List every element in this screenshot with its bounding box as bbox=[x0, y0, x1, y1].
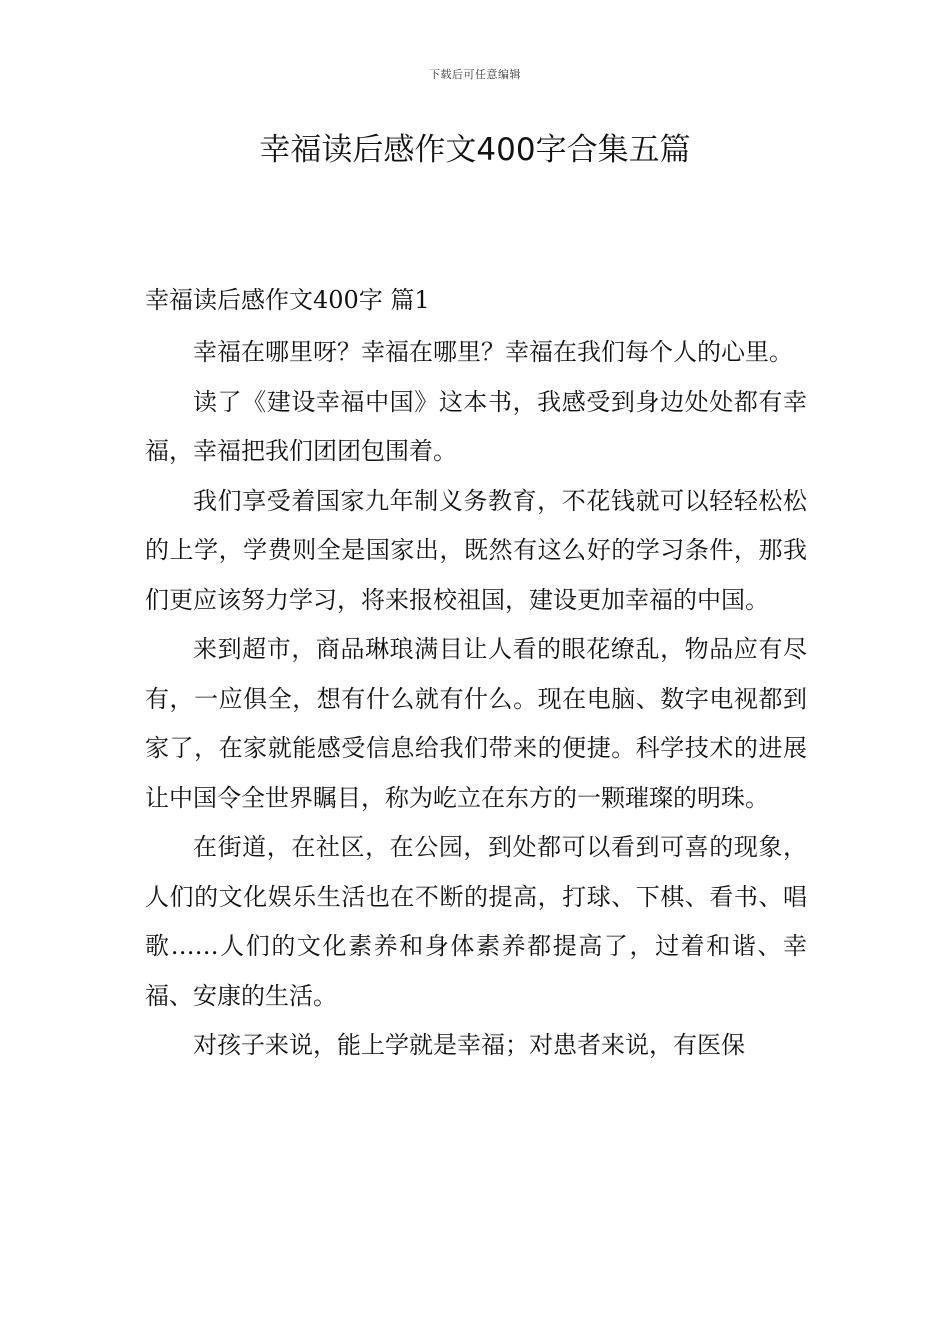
paragraph-5: 在街道，在社区，在公园，到处都可以看到可喜的现象，人们的文化娱乐生活也在不断的提高，打球、下棋、看书、唱歌……人们的文化素养和身体素养都提高了，过着和谐、幸福、安康的生活。 bbox=[145, 833, 807, 1010]
section-heading: 幸福读后感作文400字 篇1 bbox=[145, 286, 430, 314]
paragraph-1: 幸福在哪里呀？幸福在哪里？幸福在我们每个人的心里。 bbox=[193, 338, 793, 366]
document-title: 幸福读后感作文400字合集五篇 bbox=[259, 132, 691, 168]
paragraph-2: 读了《建设幸福中国》这本书，我感受到身边处处都有幸福，幸福把我们团团包围着。 bbox=[145, 387, 807, 465]
header-note: 下载后可任意编辑 bbox=[429, 68, 521, 81]
paragraph-3: 我们享受着国家九年制义务教育，不花钱就可以轻轻松松的上学，学费则全是国家出，既然有这么好的学习条件，那我们更应该努力学习，将来报校祖国，建设更加幸福的中国。 bbox=[145, 486, 807, 614]
body-text bbox=[145, 328, 807, 1071]
paragraph-4: 来到超市，商品琳琅满目让人看的眼花缭乱，物品应有尽有，一应俱全，想有什么就有什么。现在电脑、数字电视都到家了，在家就能感受信息给我们带来的便捷。科学技术的进展让中国令全世界瞩目，称为屹立在东方的一颗璀璨的明珠。 bbox=[145, 635, 807, 812]
paragraph-6: 对孩子来说，能上学就是幸福；对患者来说，有医保 bbox=[193, 1031, 745, 1059]
